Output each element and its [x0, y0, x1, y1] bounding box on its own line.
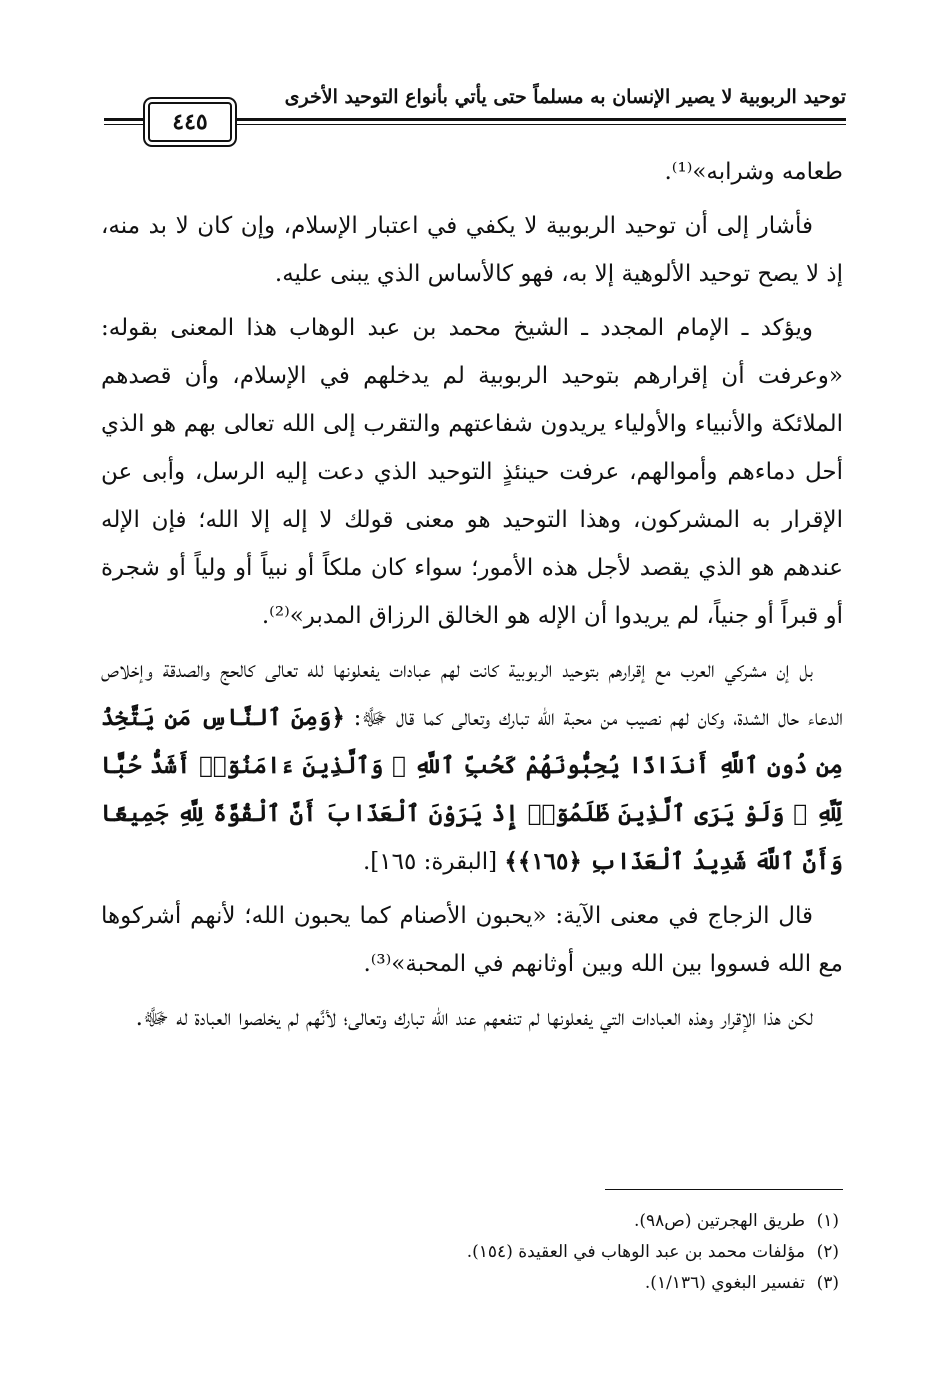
main-text [101, 148, 843, 1048]
footnote-text: مؤلفات محمد بن عبد الوهاب في العقيدة (١٥٤). [466, 1242, 805, 1262]
paragraph-tafsir: قال الزجاج في معنى الآية: «يحبون الأصنام كما يحبون الله؛ لأنهم أشركوها مع الله فسووا بين الله وبين أوثانهم في المحبة»⁽³⁾. [101, 903, 843, 977]
footnote-number: (٣) [816, 1273, 839, 1293]
footnote-divider [605, 1189, 843, 1190]
paragraph-conclusion: لكن هذا الإقرار وهذه العبادات التي يفعلونها لم تنفعهم عند الله تبارك وتعالى؛ لأنَّهم لم يخلصوا العبادة له ﷻ. [135, 1005, 813, 1031]
footnote [239, 1206, 839, 1237]
verse-reference: [البقرة: ١٦٥]. [362, 849, 498, 875]
footnote-text: تفسير البغوي (١/١٣٦). [644, 1273, 805, 1293]
footnote-text: طريق الهجرتين (ص٩٨). [633, 1211, 805, 1231]
running-header-title: توحيد الربوبية لا يصير الإنسان به مسلماً حتى يأتي بأنواع التوحيد الأخرى [284, 86, 846, 108]
footnote [239, 1268, 839, 1299]
paragraph-continuation: طعامه وشرابه»⁽¹⁾. [664, 159, 843, 185]
footnote-number: (١) [816, 1211, 839, 1231]
quran-verse: ﴿وَمِنَ ٱلنَّاسِ مَن يَتَّخِذُ مِن دُونِ ٱللَّهِ أَندَادًا يُحِبُّونَهُمْ كَحُبِّ ٱللَّهِ ۖ وَٱلَّذِينَ ءَامَنُوٓا۟ أَشَدُّ حُبًّا لِّلَّهِ ۗ وَلَوْ يَرَى ٱلَّذِينَ ظَلَمُوٓا۟ إِذْ يَرَوْنَ ٱلْعَذَابَ أَنَّ ٱلْقُوَّةَ لِلَّهِ جَمِيعًا وَأَنَّ ٱللَّهَ شَدِيدُ ٱلْعَذَابِ ﴿١٦٥﴾﴾ [101, 704, 843, 875]
paragraph-quote: ويؤكد ـ الإمام المجدد ـ الشيخ محمد بن عبد الوهاب هذا المعنى بقوله: «وعرفت أن إقرارهم بتوحيد الربوبية لم يدخلهم في الإسلام، وأن قصدهم الملائكة والأنبياء والأولياء يريدون شفاعتهم والتقرب إلى الله تعالى بهم هو الذي أحل دماءهم وأموالهم، عرفت حينئذٍ التوحيد الذي دعت إليه الرسل، وأبى عن الإقرار به المشركون، وهذا التوحيد هو معنى قولك لا إله إلا الله؛ فإن الإله عندهم هو الذي يقصد لأجل هذه الأمور؛ سواء كان ملكاً أو نبياً أو ولياً أو شجرة أو قبراً أو جنياً، لم يريدوا أن الإله هو الخالق الرزاق المدبر»⁽²⁾. [101, 315, 843, 629]
footnotes [239, 1206, 839, 1299]
paragraph-intro: بل إن مشركي العرب مع إقرارهم بتوحيد الربوبية كانت لهم عبادات يفعلونها لله تعالى كالحج والصدقة وإخلاص الدعاء حال الشدة، وكان لهم نصيب من محبة الله تبارك وتعالى كما قال ﷻ: [101, 657, 844, 731]
page-number: ٤٤٥ [172, 109, 208, 135]
header-rule-left [104, 118, 144, 125]
footnote [239, 1237, 839, 1268]
running-header [104, 86, 846, 142]
paragraph-with-verse [101, 646, 843, 886]
header-rule [232, 118, 846, 125]
paragraph: فأشار إلى أن توحيد الربوبية لا يكفي في اعتبار الإسلام، وإن كان لا بد منه، إذ لا يصح توحيد الألوهية إلا به، فهو كالأساس الذي يبنى عليه. [101, 213, 843, 287]
footnote-number: (٢) [816, 1242, 839, 1262]
page-number-box [148, 102, 232, 142]
